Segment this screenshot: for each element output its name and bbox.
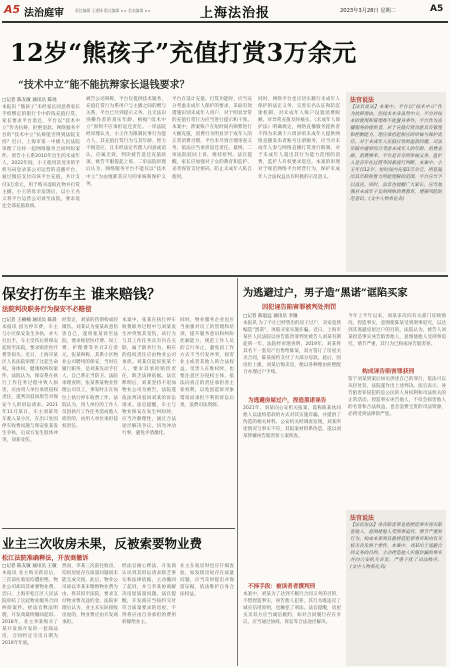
owner-byline: □记者 陈友敏 通讯员 王敏 <box>2 564 57 569</box>
guard-col-1: 本报讯 因为停车费，车主与小区保安发生争执，并大打出手，车主受伤后将保安起诉至法院，要求赔偿医疗费等损失。近日，上海市某区人民法院审理了这起生命权、身体权、健康权纠纷案件。法院认为，保安系在执行工作任务过程中致人损害，应由用人单位承担侵权责任，遂判决驳回原告对保安个人的诉讼请求。2021年11月某日，车主刘某驾车驶入某小区，在出口处因停车收费问题与保安张某发生争执，后双方发生肢体冲突，刘某受伤。 <box>2 325 58 443</box>
vertical-divider <box>237 278 238 666</box>
landlord-sidebar-text: 【法官说法】诬告陷害罪是指捏造事实诬告陷害他人，意图使他人受刑事追究，情节严重的行为。构成本罪须具备捏造犯罪事实和向有关机关告发两个要件。本案中，刘某出于逃避合同义务的目的，主动捏造他人实施诈骗的事实并向公安机关告发，严重干扰了司法秩序。(文中人物系化名) <box>350 523 442 571</box>
lead-sidebar-title: 法官说法 <box>350 97 375 104</box>
guard-col-2: 经鉴定，刘某的伤情构成轻微伤。刘某认为张某故意伤害自己，遂将张某诉至法院，要求赔偿医疗费、误工费、护理费等共计2万余元。张某辩称，其系小区物业公司聘用的保安，当时在履行职务，是刘某先动手打人，自己系正当防卫。法院审理查明，张某系某物业管理公司员工，事发时正在岗位上执行停车收费工作。法院认为，用人单位的工作人员因执行工作任务造成他人损害的，由用人单位承担侵权责任。 <box>62 318 118 429</box>
landlord-headline: 为逃避过户，男子造“黑诺”诓陷买家 <box>243 287 408 299</box>
landlord-col-1: 本报讯 为了不让已经售出的房子过户，卖家竟然编造“黑诺”，诬陷买家实施诈骗。近日，上海市某区人民法院以诬告陷害罪判处被告人刘某有期徒刑一年。法院经审理查明，2019年，刘某将其名下一套房产出售给陈某，双方签订了房屋买卖合同，陈某按约支付了大部分房款。此后，因房价上涨，刘某后悔卖房，便以各种理由拒绝配合办理过户手续。 <box>243 321 341 376</box>
lead-byline: □记者 陈友敏 通讯员 陈瑶 <box>2 98 57 103</box>
guard-byline: □记者 王楠楠 通讯员 陈晨 <box>2 318 57 323</box>
guard-col-4: 同时，物业服务企业也应当加强对员工的管理和培训，提升服务意识和纠纷化解能力，规范工作人员的言行举止，避免因工作方式不当引发冲突，损害业主或者其他人的合法权益。受害人在维权时，也要注意区分侵权主体，依法向真正的责任承担者主张权利，以免因起诉对象错误而承担不利的诉讼后果，浪费司法资源。 <box>180 318 234 408</box>
guard-subheadline: 法院判决职务行为保安不必赔偿 <box>2 305 92 313</box>
lead-col-3: 平台在设计充值、打赏功能时，应当充分考虑未成年人保护的要求，采取有效措施识别未成年人用户，对于明显异常的充值打赏行为应当进行提示和干预。本案中，涉案账户在短时间内频繁进行大额充值，消费行为明显异于成年人的正常消费习惯，平台未尽到合理审查义务，依法应当承担返还责任。最终，二审法院驳回上诉，维持原判。法官提醒，家长应加强对子女的教育和监护，妥善保管支付密码，防止未成年人私自使用。 <box>172 97 252 180</box>
lead-sidebar-text: 【法官说法】本案中，平台以“技术中立”作为抗辩理由，但技术本身虽然中立，平台对技术的使用和管理却不能置身事外。平台作为直播服务的提供者，对于充值打赏功能具有管理和控制能力，理应承担起相应的审核与保护责任。对于未成年人充值打赏的退款问题，司法实践中通常综合考虑未成年人的年龄、消费金额、消费频率、平台是否尽到审核义务、监护人是否存在过错等因素进行判断。本案中，小王年仅12岁，短时间内充值3万余元，明显超出其年龄和智力所能理解的范围，平台应当予以返还。同时，法官也提醒广大家长，应当加强对未成年子女的网络消费教育，增强风险防范意识。(文中人物系化名) <box>350 105 442 202</box>
landlord-subhead-a: 为逃避房屋过户，捏造黑诺诬告 <box>248 398 327 404</box>
owner-col-1: 本报讯 业主购买新房后，三次前往收房均遭拒绝，物业公司却向其索要物业费。近日，上海市松江区人民法院审结了这起物业服务合同纠纷案件。经法官释法明理，开发商最终撤回起诉。2018年，业主李某购买了某开发商开发的一套商品房，合同约定交房日期为2019年年底。 <box>2 571 58 647</box>
lead-headline: 12岁“熊孩子”充值打赏3万余元 <box>10 38 357 67</box>
landlord-col-2b: 鉴于刘某到案后如实供述自己的罪行，依法可以从轻处罚。法院遂作出上述判决。法官表示，诬告陷害罪侵犯的是公民的人身权利和司法机关的正常活动，捏造事实诬告他人，不仅会损害他人的名誉和合法权益，也会浪费宝贵的司法资源，必将受到法律的严惩。 <box>348 377 446 418</box>
owner-col-3: 经法官耐心释法，开发商认识到其诉讼请求缺乏事实和法律依据，主动撤回了起诉，并与李某协商解决房屋质量问题。法官提醒，开发商应当按约交付符合质量要求的房屋，不得将应由自身承担的费用转嫁给业主。 <box>122 564 176 626</box>
landlord-col-1b: 2021年，刘某向公安机关报案，谎称陈某伙同他人以虚构借款的方式对其实施诈骗，并提供了伪造的相关材料。公安机关经调查发现，刘某所述情况与事实不符，其报案材料系伪造，遂以刘某涉嫌诬告陷害罪立案侦查。 <box>243 406 341 440</box>
landlord-sidebar <box>346 510 446 666</box>
guard-col-3: 本案中，张某在执行停车收费职务过程中与刘某发生冲突致其受伤，该行为与其工作任务具有内在关联，属于职务行为，相应的侵权责任应由物业公司承担。刘某仅起诉张某个人，要求其承担赔偿责任，缺乏法律依据。法官释明后，刘某坚持不追加物业公司为被告，法院遂依法判决驳回刘某的诉讼请求。法官提醒，车主与物业保安在发生纠纷时，应当冷静理性，通过合法途径解决争议，切勿冲动行事，避免矛盾激化。 <box>122 318 176 436</box>
owner-col-2: 然而，李某三次前往收房，均因房屋存在质量问题而未能完成交接。此后，物业公司却以李某未缴纳物业费为由，将其诉至法院，要求支付物业费及违约金。法院审理后认为，业主未实际接收房屋的，物业费应由开发商承担。 <box>62 564 118 626</box>
lead-col-4: 同时，网络平台也应切实履行未成年人保护的法定义务，完善实名认证和防沉迷机制，对未成年人账户设置消费限额，对异常充值及时核实。《未成年人保护法》明确规定，网络直播服务提供者不得为未满十六周岁的未成年人提供网络直播发布者账号注册服务，应当对未成年人参与网络直播打赏进行限制。对于未成年人超出其行为能力范围的消费，监护人有权要求返还。本案的审理对于规范网络平台经营行为，保护未成年人合法权益具有积极的示范意义。 <box>258 97 340 180</box>
landlord-subhead-c: 不择手段：被读者者撰判刑 <box>248 584 316 590</box>
section-meta: 责任编辑 王建锋 版式编辑 ×× 美术编辑 ×× <box>75 8 151 13</box>
masthead <box>0 0 450 22</box>
lead-sidebar <box>346 92 446 272</box>
owner-subheadline: 松江法院准确释法，开放商撤诉 <box>2 555 89 562</box>
edition-code: A5 <box>430 4 444 14</box>
owner-col-4: 业主在收房时也应仔细查验，如发现房屋存在质量问题，应当及时提出并保留证据，依法维护自身合法权益。 <box>180 564 234 598</box>
lead-subheadline: “技术中立”能不能抗辩家长退钱要求？ <box>18 80 190 91</box>
lead-bottom-rule <box>2 275 448 277</box>
landlord-sidebar-title: 法官说法 <box>350 515 375 522</box>
lead-col-1: 本报讯 “熊孩子”未经家长同意将家长手机绑定的银行卡中的钱充值打赏，家长要求平台退还，平台以“技术中立”作为抗辩，拒绝退款。网络服务平台的“技术中立”抗辩能否得到法院支持？近日，上海市第一中级人民法院审理了这样一起网络服务合同纠纷案件。原告小王系2010年出生的未成年人，2022年间，小王使用其母亲的手机号码登录某公司运营的直播平台，通过微信支付向该平台充值，共计支付3万余元，用于购买虚拟礼物并打赏主播。小王的母亲发现后，以小王名义将平台运营公司诉至法院，要求返还全部充值款项。 <box>2 105 80 209</box>
landlord-subhead-b: 构成诬告陷害罪获刑 <box>362 369 415 375</box>
guard-bottom-rule <box>2 528 235 529</box>
landlord-subheadline: 因犯诬告陷害罪被判处刑罚 <box>262 304 337 311</box>
newspaper-name: 上海法治报 <box>200 6 271 21</box>
section-title: 法治庭审 <box>24 8 64 19</box>
lead-col-2: 被告公司辩称，平台仅提供技术服务，充值打赏行为系用户与主播之间的赠与关系，平台已尽到提示义务，且无法识别操作者的真实年龄，根据“技术中立”原则不应承担返还责任。一审法院经审理认为，小王作为限制民事行为能力人，其充值打赏行为与其年龄、智力不相适应，且未经法定代理人同意或追认，应属无效，判决被告返还充值款项。被告不服提起上诉。二审法院审理后认为，网络服务平台不能仅以“技术中立”为由推卸其应尽的审核和保护义务。 <box>86 97 166 187</box>
owner-headline: 业主三次收房未果，反被索要物业费 <box>2 536 203 551</box>
landlord-col-1c: 本案中，刘某为了达到不履行合同义务的目的，不惜捏造事实，诬告他人犯罪，其行为既违反了诚实信用原则，也触犯了刑法。法官提醒，房屋买卖双方应当诚信履约，如对合同履行存在争议，应当通过协商、诉讼等合法途径解决。 <box>243 592 341 626</box>
landlord-col-2: 今年上半年以来，刘某多次向有关部门反映情况，捏造事实，意图使陈某受到刑事追究，以达到其逃避房屋过户的目的。法院认为，被告人刘某捏造事实诬告陷害他人，意图使他人受刑事追究，情节严重，其行为已构成诬告陷害罪。 <box>348 314 446 348</box>
masthead-rule <box>2 21 448 23</box>
date: 2023年3月28日 星期二 <box>340 8 396 14</box>
page-code: A5 <box>4 3 21 16</box>
guard-headline: 保安打伤车主 谁来赔钱？ <box>2 287 161 303</box>
landlord-byline: □记者 陈思远 通讯员 李敏 <box>243 314 298 319</box>
